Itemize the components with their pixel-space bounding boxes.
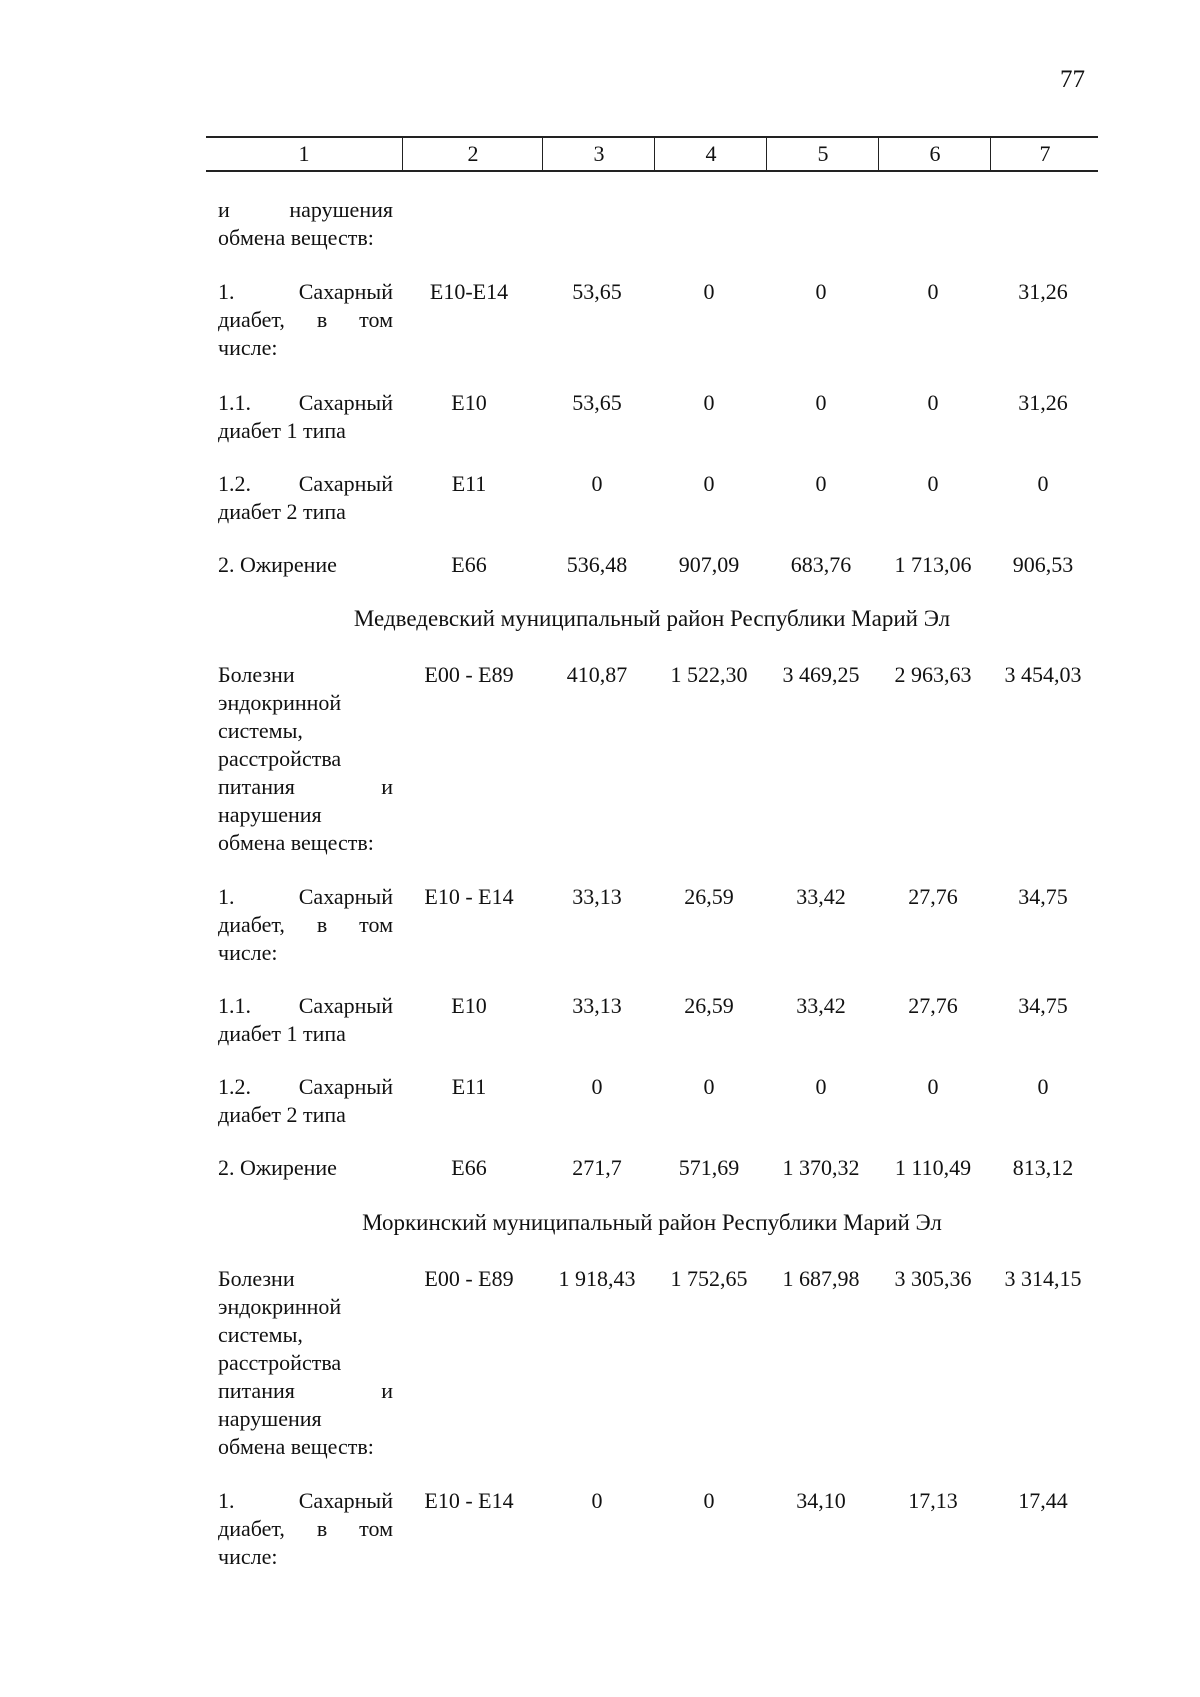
row-code: E10 - E14 xyxy=(424,884,514,909)
row-value: 31,26 xyxy=(1018,279,1068,304)
header-col-4: 4 xyxy=(654,138,767,170)
row-value: 1 110,49 xyxy=(894,1155,972,1180)
header-col-5: 5 xyxy=(766,138,879,170)
row-label: 1.2. Сахарный диабет 2 типа xyxy=(218,471,393,524)
row-label: 1.1. Сахарный диабет 1 типа xyxy=(218,993,393,1046)
row-label: Болезни эндокринной системы, расстройства питания и нарушения обмена веществ: xyxy=(218,1266,393,1459)
row-value: 0 xyxy=(591,1488,603,1513)
row-code: E66 xyxy=(451,1155,487,1180)
row-value: 26,59 xyxy=(684,993,734,1018)
header-col-6: 6 xyxy=(878,138,991,170)
row-value: 31,26 xyxy=(1018,390,1068,415)
row-value: 0 xyxy=(815,390,827,415)
row-value: 26,59 xyxy=(684,884,734,909)
header-col-2: 2 xyxy=(402,138,543,170)
row-value: 0 xyxy=(1037,471,1049,496)
row-code: E10-E14 xyxy=(429,279,509,304)
header-col-7: 7 xyxy=(990,138,1099,170)
row-value: 536,48 xyxy=(566,552,628,577)
row-value: 0 xyxy=(927,390,939,415)
row-value: 34,75 xyxy=(1018,884,1068,909)
row-value: 907,09 xyxy=(678,552,740,577)
row-value: 0 xyxy=(703,279,715,304)
row-value: 0 xyxy=(591,471,603,496)
header-col-1: 1 xyxy=(298,141,310,166)
row-label: 1.2. Сахарный диабет 2 типа xyxy=(218,1074,393,1127)
row-value: 1 713,06 xyxy=(894,552,972,577)
row-code: E11 xyxy=(451,471,487,496)
header-col-3: 3 xyxy=(542,138,655,170)
row-value: 0 xyxy=(703,390,715,415)
row-value: 1 522,30 xyxy=(670,662,748,687)
row-value: 0 xyxy=(815,471,827,496)
row-value: 0 xyxy=(1037,1074,1049,1099)
row-code: E10 xyxy=(451,390,487,415)
row-value: 53,65 xyxy=(572,279,622,304)
row-label: 2. Ожирение xyxy=(218,1155,337,1180)
row-value: 271,7 xyxy=(572,1155,622,1180)
row-value: 1 687,98 xyxy=(782,1266,860,1291)
row-value: 0 xyxy=(703,1074,715,1099)
row-code: E00 - E89 xyxy=(424,662,514,687)
row-value: 2 963,63 xyxy=(894,662,972,687)
row-value: 53,65 xyxy=(572,390,622,415)
row-value: 683,76 xyxy=(790,552,852,577)
page-number: 77 xyxy=(1060,66,1085,93)
row-code: E10 xyxy=(451,993,487,1018)
row-value: 33,13 xyxy=(572,884,622,909)
row-value: 1 752,65 xyxy=(670,1266,748,1291)
row-value: 0 xyxy=(815,279,827,304)
row-value: 0 xyxy=(703,1488,715,1513)
row-label: 1. Сахарный диабет, в том числе: xyxy=(218,1488,393,1569)
row-value: 0 xyxy=(591,1074,603,1099)
row-label: 2. Ожирение xyxy=(218,552,337,577)
row-value: 571,69 xyxy=(678,1155,740,1180)
row-value: 813,12 xyxy=(1012,1155,1074,1180)
row-value: 1 918,43 xyxy=(558,1266,636,1291)
row-value: 1 370,32 xyxy=(782,1155,860,1180)
row-value: 33,42 xyxy=(796,884,846,909)
row-value: 0 xyxy=(927,1074,939,1099)
row-label: Болезни эндокринной системы, расстройства питания и нарушения обмена веществ: xyxy=(218,662,393,855)
table-header xyxy=(206,136,1098,172)
row-code: E00 - E89 xyxy=(424,1266,514,1291)
row-value: 27,76 xyxy=(908,884,958,909)
region-heading: Моркинский муниципальный район Республики Марий Эл xyxy=(362,1210,942,1235)
row-value: 3 314,15 xyxy=(1004,1266,1082,1291)
row-code: E66 xyxy=(451,552,487,577)
row-value: 33,13 xyxy=(572,993,622,1018)
row-label: и нарушения обмена веществ: xyxy=(218,197,393,250)
row-value: 17,13 xyxy=(908,1488,958,1513)
row-value: 0 xyxy=(927,279,939,304)
row-value: 0 xyxy=(927,471,939,496)
row-value: 0 xyxy=(703,471,715,496)
region-heading: Медведевский муниципальный район Республики Марий Эл xyxy=(353,606,951,631)
row-code: E10 - E14 xyxy=(424,1488,514,1513)
row-value: 34,10 xyxy=(796,1488,846,1513)
row-value: 3 469,25 xyxy=(782,662,860,687)
row-value: 34,75 xyxy=(1018,993,1068,1018)
row-value: 3 305,36 xyxy=(894,1266,972,1291)
row-value: 33,42 xyxy=(796,993,846,1018)
row-value: 17,44 xyxy=(1018,1488,1068,1513)
row-value: 3 454,03 xyxy=(1004,662,1082,687)
row-value: 906,53 xyxy=(1012,552,1074,577)
row-value: 0 xyxy=(815,1074,827,1099)
row-value: 410,87 xyxy=(566,662,628,687)
row-code: E11 xyxy=(451,1074,487,1099)
row-label: 1. Сахарный диабет, в том числе: xyxy=(218,279,393,360)
row-label: 1. Сахарный диабет, в том числе: xyxy=(218,884,393,965)
row-value: 27,76 xyxy=(908,993,958,1018)
row-label: 1.1. Сахарный диабет 1 типа xyxy=(218,390,393,443)
